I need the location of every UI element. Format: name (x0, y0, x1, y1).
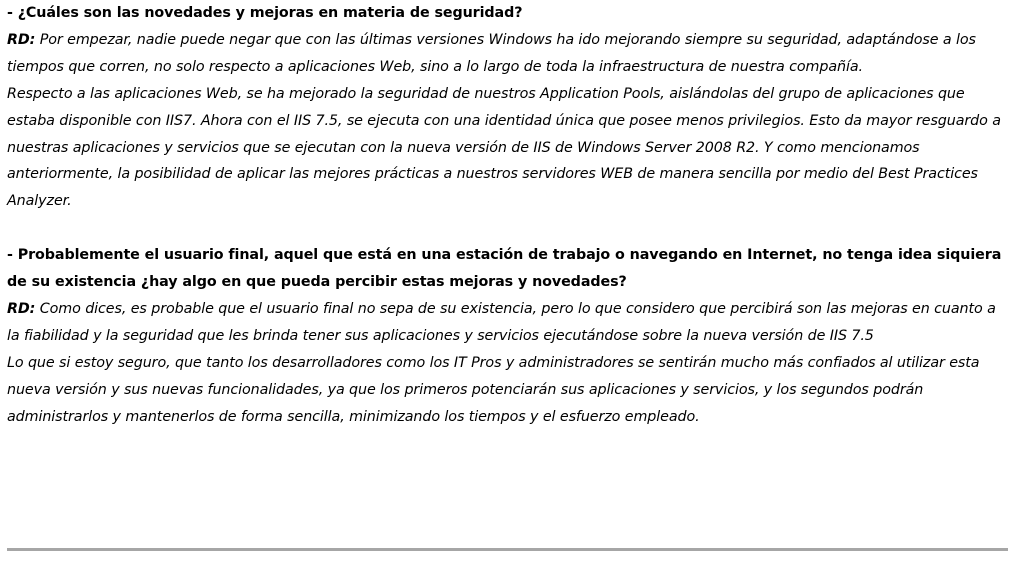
question-security: - ¿Cuáles son las novedades y mejoras en materia de seguridad? (7, 5, 523, 21)
answer-paragraph (7, 27, 1012, 81)
speaker-label: RD: (7, 31, 36, 48)
document-body (7, 0, 1012, 431)
horizontal-divider (7, 548, 1008, 551)
answer-paragraph (7, 296, 1012, 350)
qa-block-end-user (7, 242, 1012, 430)
answer-paragraph: Respecto a las aplicaciones Web, se ha mejorado la seguridad de nuestros Application Pools, aislándolas del grupo de aplicaciones que estaba disponible con IIS7. Ahora con el IIS 7.5, se ejecuta con una identidad única que posee menos privilegios. Esto da mayor resguardo a nuestras aplicaciones y servicios que se ejecutan con la nueva versión de IIS de Windows Server 2008 R2. Y como mencionamos anteriormente, la posibilidad de aplicar las mejores prácticas a nuestros servidores WEB de manera sencilla por medio del Best Practices Analyzer. (7, 85, 1001, 210)
answer-paragraph: Lo que si estoy seguro, que tanto los desarrolladores como los IT Pros y administradores se sentirán mucho más confiados al utilizar esta nueva versión y sus nuevas funcionalidades, ya que los primeros potenciarán sus aplicaciones y servicios, y los segundos podrán administrarlos y mantenerlos de forma sencilla, minimizando los tiempos y el esfuerzo empleado. (7, 354, 980, 425)
question-end-user: - Probablemente el usuario final, aquel que está en una estación de trabajo o navegando en Internet, no tenga idea siquiera de su existencia ¿hay algo en que pueda percibir estas mejoras y novedades? (7, 247, 1002, 291)
answer-text: Por empezar, nadie puede negar que con las últimas versiones Windows ha ido mejorando siempre su seguridad, adaptándose a los tiempos que corren, no solo respecto a aplicaciones Web, sino a lo largo de toda la infraestructura de nuestra compañía. (7, 31, 976, 75)
paragraph-gap (7, 215, 1012, 242)
qa-block-security (7, 0, 1012, 215)
answer-text: Como dices, es probable que el usuario final no sepa de su existencia, pero lo que considero que percibirá son las mejoras en cuanto a la fiabilidad y la seguridad que les brinda tener sus aplicaciones y servicios ejecutándose sobre la nueva versión de IIS 7.5 (7, 301, 996, 344)
speaker-label: RD: (7, 301, 36, 318)
